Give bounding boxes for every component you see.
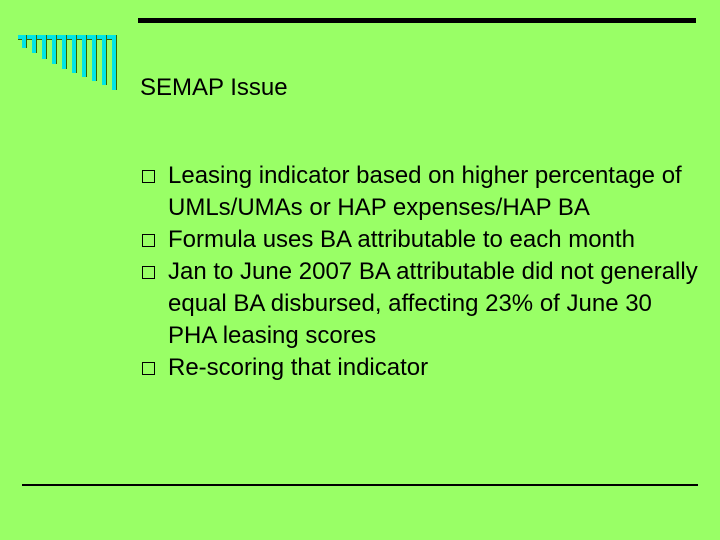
hollow-square-bullet-icon: [142, 266, 155, 279]
hollow-square-bullet-icon: [142, 170, 155, 183]
bullet-text: Formula uses BA attributable to each month: [168, 226, 635, 253]
top-divider: [138, 18, 696, 23]
bottom-divider: [22, 484, 698, 486]
bullet-item: [140, 352, 700, 384]
slide-title: SEMAP Issue: [140, 74, 288, 101]
hollow-square-bullet-icon: [142, 234, 155, 247]
bullet-text: Jan to June 2007 BA attributable did not generally equal BA disbursed, affecting 23% of June 30 PHA leasing scores: [168, 258, 698, 349]
bullet-list: [140, 160, 700, 384]
bullet-item: [140, 160, 700, 224]
bullet-text: Leasing indicator based on higher percentage of UMLs/UMAs or HAP expenses/HAP BA: [168, 162, 682, 221]
bullet-text: Re-scoring that indicator: [168, 354, 429, 381]
bullet-item: [140, 256, 700, 352]
stripe-decoration: [0, 0, 130, 100]
bullet-item: [140, 224, 700, 256]
vertical-stripes: [22, 35, 117, 90]
hollow-square-bullet-icon: [142, 362, 155, 375]
